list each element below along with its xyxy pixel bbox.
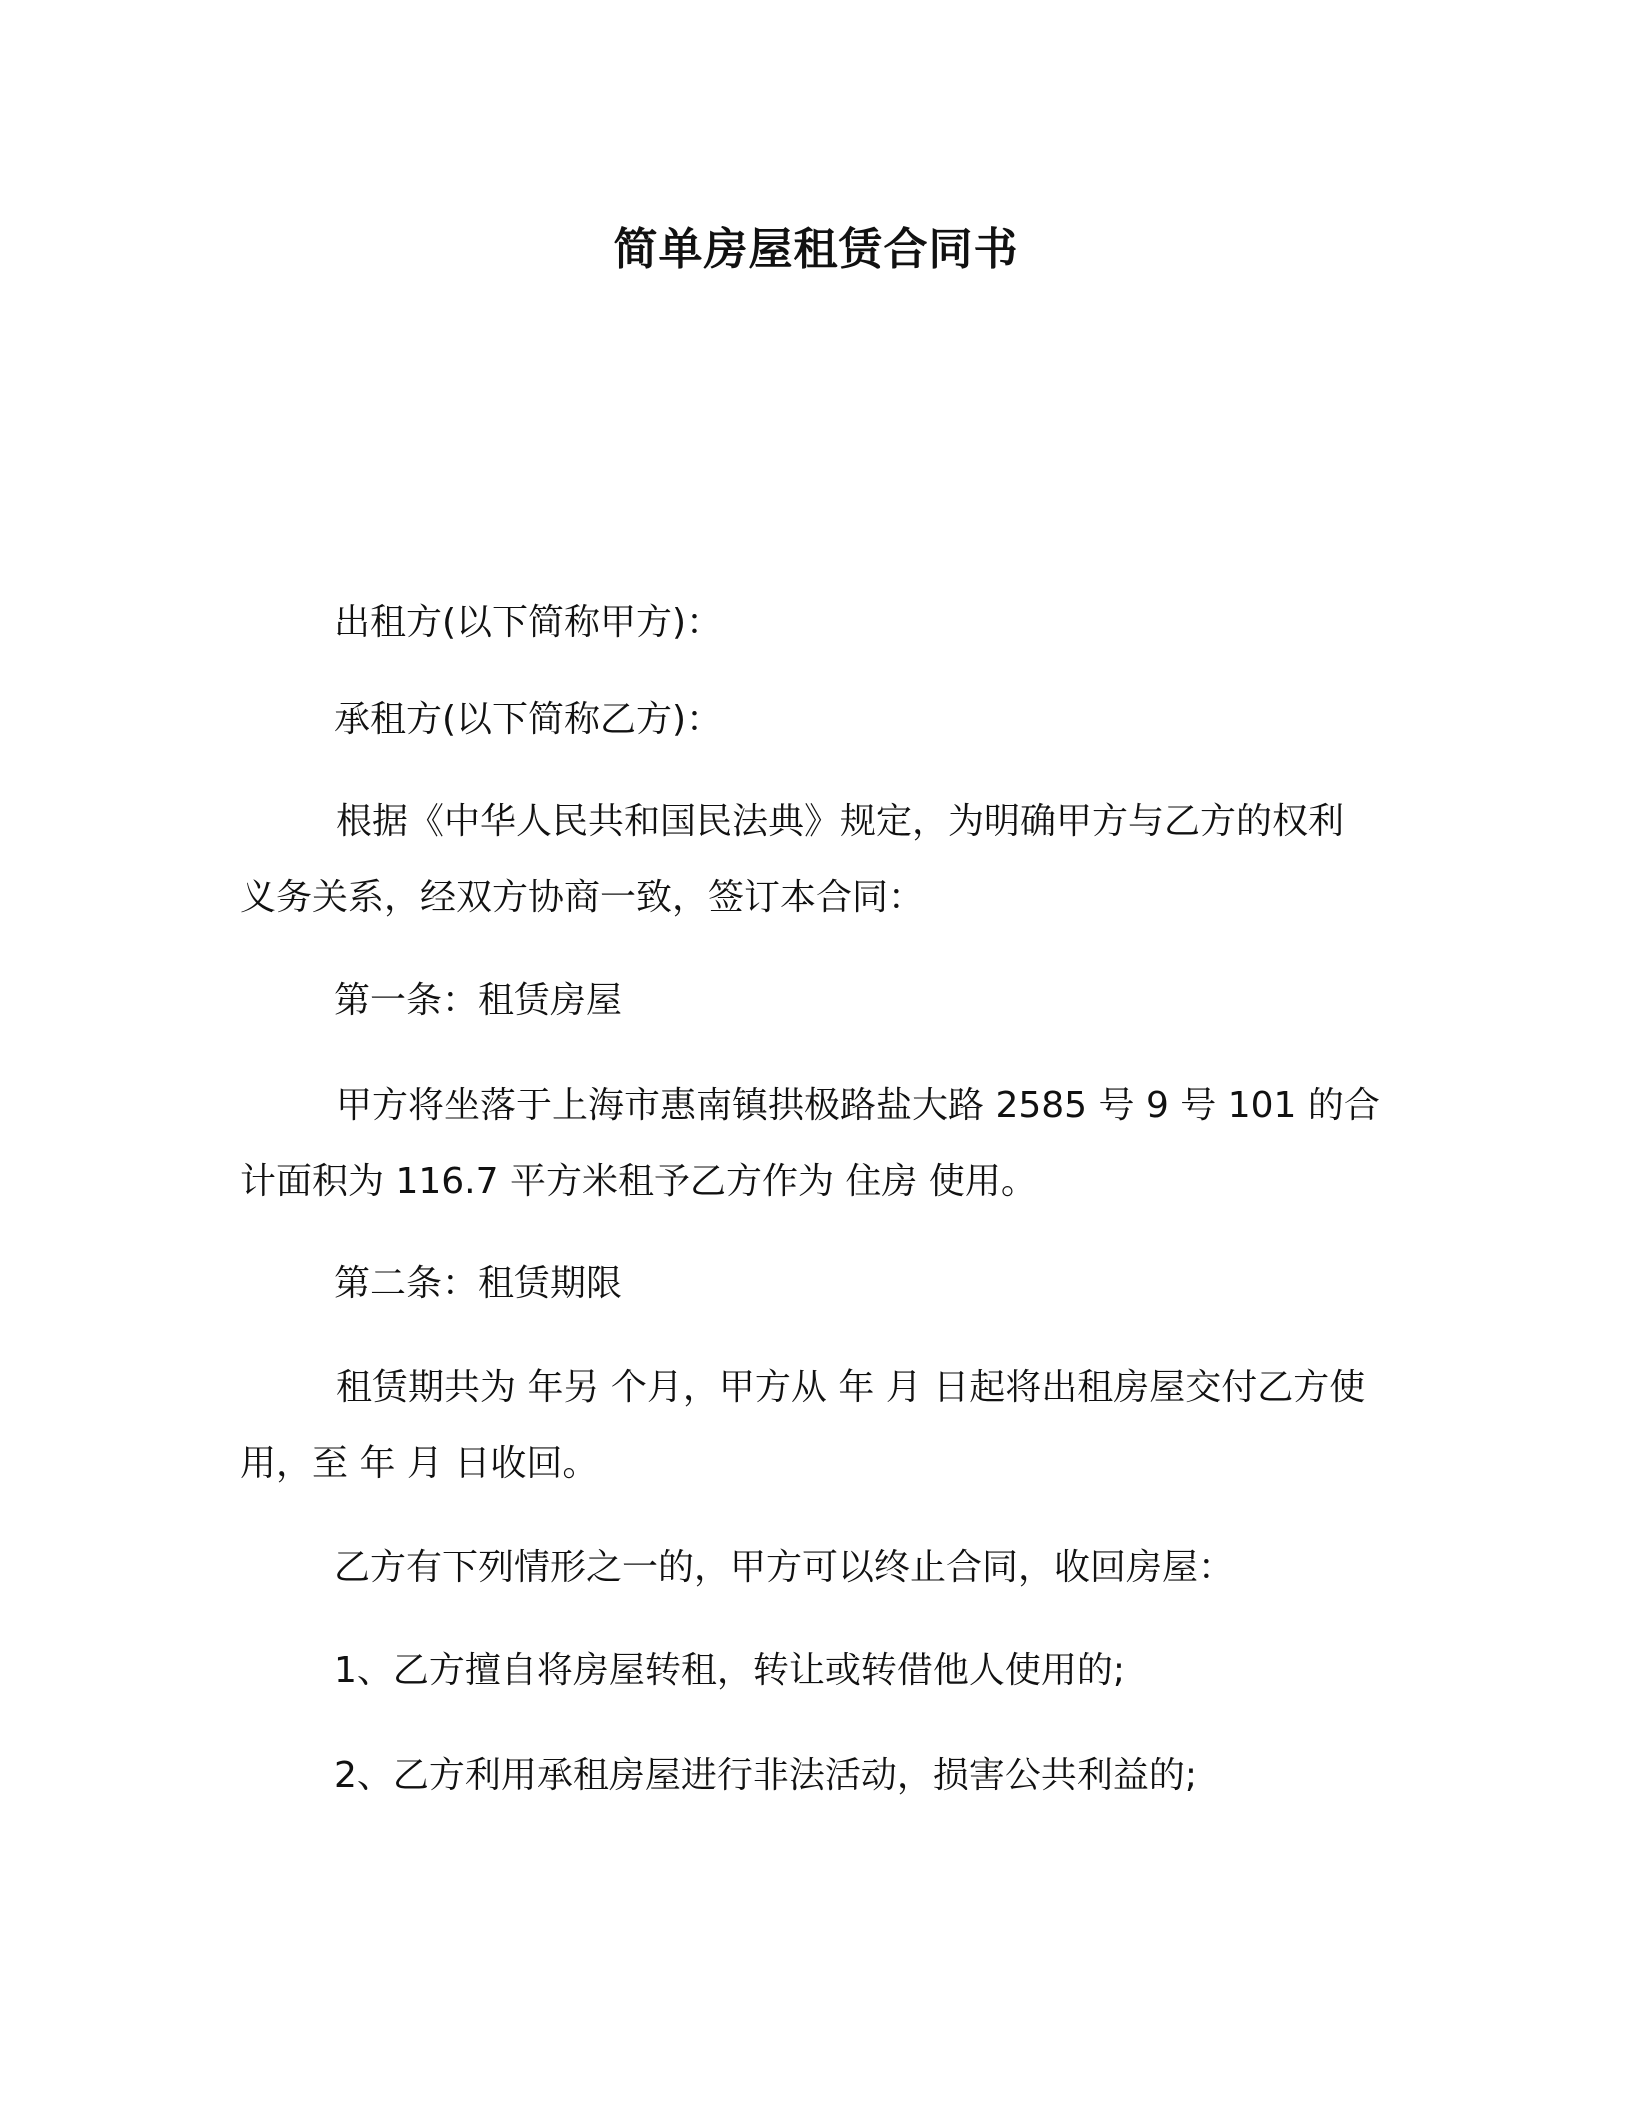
preamble-line-2: 义务关系，经双方协商一致，签订本合同： [240,877,925,918]
termination-intro [334,1530,1514,1606]
termination-item-1 [334,1633,1514,1709]
preamble-line-1: 根据《中华人民共和国民法典》规定，为明确甲方与乙方的权利 [336,801,1345,842]
lessor-text: 出租方(以下简称甲方)： [334,602,723,643]
article1-line-2: 计面积为 116.7 平方米租予乙方作为 住房 使用。 [240,1161,1037,1202]
article1-heading [334,963,1514,1039]
article2-heading [334,1246,1514,1322]
article1-heading-text: 第一条：租赁房屋 [334,980,623,1021]
article1-line-1: 甲方将坐落于上海市惠南镇拱极路盐大路 2585 号 9 号 101 的合 [336,1085,1380,1126]
document-title: 简单房屋租赁合同书 [613,224,1019,275]
preamble-paragraph [240,784,1420,936]
article2-line-1: 租赁期共为 年另 个月，甲方从 年 月 日起将出租房屋交付乙方使 [336,1367,1366,1408]
article2-heading-text: 第二条：租赁期限 [334,1263,623,1304]
termination-item-2 [334,1738,1514,1814]
article2-line-2: 用，至 年 月 日收回。 [240,1443,599,1484]
termination-item-2-text: 2、乙方利用承租房屋进行非法活动，损害公共利益的; [334,1755,1198,1796]
termination-intro-text: 乙方有下列情形之一的，甲方可以终止合同，收回房屋： [334,1547,1235,1588]
termination-item-1-text: 1、乙方擅自将房屋转租，转让或转借他人使用的; [334,1650,1126,1691]
article1-paragraph [240,1068,1420,1220]
lessor-line [334,585,1514,661]
lessee-text: 承租方(以下简称乙方)： [334,699,723,740]
lessee-line [334,682,1514,758]
article2-paragraph [240,1350,1420,1502]
